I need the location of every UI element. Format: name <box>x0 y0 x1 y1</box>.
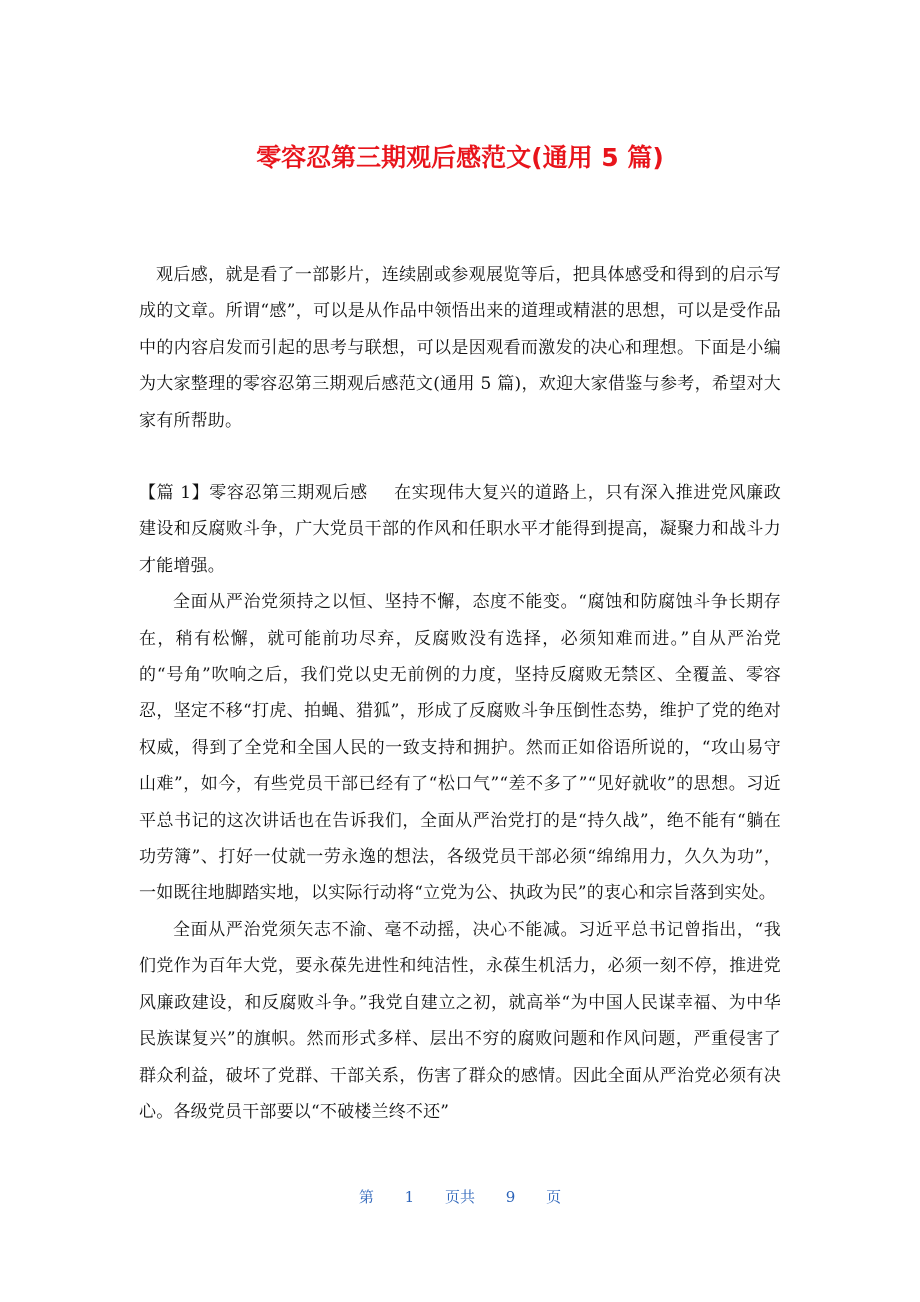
article-first-paragraph <box>139 475 781 584</box>
article-paragraph-2: 全面从严治党须矢志不渝、毫不动摇，决心不能减。习近平总书记曾指出，“我们党作为百年大党，要永葆先进性和纯洁性，永葆生机活力，必须一刻不停，推进党风廉政建设，和反腐败斗争。”我党自建立之初，就高举“为中国人民谋幸福、为中华民族谋复兴”的旗帜。然而形式多样、层出不穷的腐败问题和作风问题，严重侵害了群众利益，破坏了党群、干部关系，伤害了群众的感情。因此全面从严治党必须有决心。各级党员干部要以“不破楼兰终不还” <box>139 919 781 1122</box>
article-lead: 在实现伟大复兴的道路上，只有深入推进党风廉政建设和反腐败斗争，广大党员干部的作风和任职水平才能得到提高，凝聚力和战斗力才能增强。 <box>139 483 781 576</box>
footer-total-pages: 9 <box>505 1188 516 1206</box>
article-heading: 【篇 1】零容忍第三期观后感 <box>139 483 368 503</box>
intro-paragraph: 观后感，就是看了一部影片，连续剧或参观展览等后，把具体感受和得到的启示写成的文章。所谓“感”，可以是从作品中领悟出来的道理或精湛的思想，可以是受作品中的内容启发而引起的思考与联想，可以是因观看而激发的决心和理想。下面是小编为大家整理的零容忍第三期观后感范文(通用 5 篇)，欢迎大家借鉴与参考，希望对大家有所帮助。 <box>139 265 781 431</box>
footer-label-of: 页共 <box>444 1188 475 1206</box>
footer-current-page: 1 <box>404 1188 415 1206</box>
intro-section <box>139 257 781 439</box>
article-paragraph-1: 全面从严治党须持之以恒、坚持不懈，态度不能变。“腐蚀和防腐蚀斗争长期存在，稍有松懈，就可能前功尽弃，反腐败没有选择，必须知难而进。”自从严治党的“号角”吹响之后，我们党以史无前例的力度，坚持反腐败无禁区、全覆盖、零容忍，坚定不移“打虎、拍蝇、猎狐”，形成了反腐败斗争压倒性态势，维护了党的绝对权威，得到了全党和全国人民的一致支持和拥护。然而正如俗语所说的，“攻山易守山难”，如今，有些党员干部已经有了“松口气”“差不多了”“见好就收”的思想。习近平总书记的这次讲话也在告诉我们，全面从严治党打的是“持久战”，绝不能有“躺在功劳簿”、打好一仗就一劳永逸的想法，各级党员干部必须“绵绵用力，久久为功”，一如既往地脚踏实地，以实际行动将“立党为公、执政为民”的衷心和宗旨落到实处。 <box>139 592 781 904</box>
document-title: 零容忍第三期观后感范文(通用 5 篇) <box>256 143 664 172</box>
footer-label-page: 第 <box>358 1188 374 1206</box>
footer-label-end: 页 <box>546 1188 562 1206</box>
page-footer <box>0 1186 920 1207</box>
article-section <box>139 475 781 1130</box>
